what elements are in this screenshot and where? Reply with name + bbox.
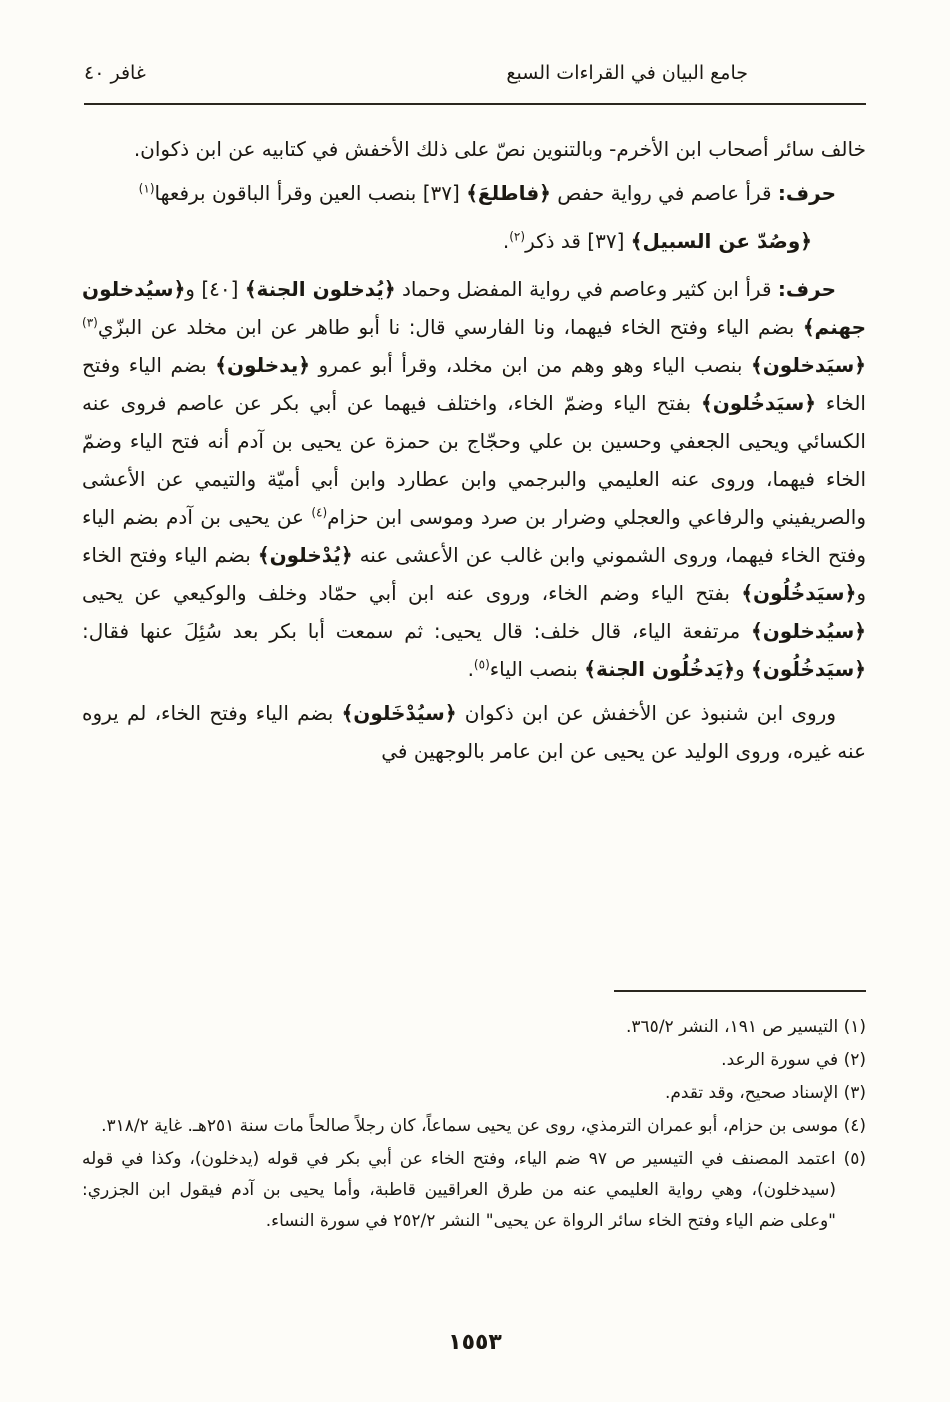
footnote-3: [82, 1078, 866, 1109]
footnote-number: (٢): [838, 1050, 866, 1070]
text-run: بفتح الياء وضمّ الخاء، واختلف فيهما عن أبي بكر عن عاصم فروى عنه الكسائي ويحيى الجعفي وحسين بن علي وحجّاج بن حمزة عن يحيى بن آدم أنه فتح الياء وضمّ الخاء فيهما، وروى عنه العليمي والبرجمي وابن عطارد وابن أبي أميّة والتيمي عن الأعشى والصريفيني والرفاعي والعجلي وضرار بن صرد وموسى ابن حزام: [82, 391, 866, 529]
footnotes: [82, 1012, 866, 1239]
paragraph-quote-line: [82, 222, 866, 260]
footnote-ref: (٣): [82, 315, 98, 330]
quran-quote: ﴿وصُدّ عن السبيل﴾: [630, 229, 812, 253]
footnote-number: (٥): [835, 1149, 866, 1169]
text-run: بضم الياء وفتح الخاء فيهما، ونا الفارسي قال: نا أبو طاهر عن ابن مخلد عن البزّي: [97, 315, 803, 339]
text-run: و: [734, 657, 751, 681]
footnote-text: في سورة الرعد.: [721, 1050, 839, 1070]
footnote-number: (٤): [838, 1116, 866, 1136]
text-run: [٣٧] قد ذكر: [525, 229, 631, 253]
running-title: جامع البيان في القراءات السبع: [506, 62, 748, 84]
footnote-ref: (٢): [509, 229, 526, 244]
page-number: ١٥٥٣: [448, 1330, 502, 1355]
footnote-text: التيسير ص ١٩١، النشر ٣٦٥/٢.: [626, 1017, 839, 1037]
text-run: قرأ ابن كثير وعاصم في رواية المفضل وحماد: [395, 277, 778, 301]
text-run: بنصب الياء وهو وهم من ابن مخلد، وقرأ أبو عمرو: [309, 353, 751, 377]
quran-quote: ﴿سيَدخُلون﴾: [701, 391, 817, 415]
quran-quote: ﴿فاطلعَ﴾: [466, 181, 551, 205]
text-run: بضم الياء وفتح الخاء: [82, 353, 866, 415]
quran-quote: ﴿يُدْخلون﴾: [257, 543, 353, 567]
quran-quote: ﴿سيُدْخَلون﴾: [341, 701, 457, 725]
header-rule: [84, 103, 866, 105]
footnote-number: (٣): [838, 1083, 866, 1103]
footnote-number: (١): [838, 1017, 866, 1037]
text-run: بنصب الياء: [489, 657, 585, 681]
quran-quote: ﴿سيُدخلون﴾: [750, 619, 866, 643]
footnote-text: موسى بن حزام، أبو عمران الترمذي، روى عن يحيى سماعاً، كان رجلاً صالحاً مات سنة ٢٥١هـ. غاية ٣١٨/٢.: [101, 1116, 839, 1136]
paragraph-harf-1: [82, 174, 866, 212]
paragraph-continuation: [82, 130, 866, 168]
footnote-separator: [614, 990, 866, 992]
text-run: بفتح الياء وضم الخاء، وروى عنه ابن أبي حمّاد وخلف والوكيعي عن يحيى: [82, 581, 742, 605]
footnote-1: [82, 1012, 866, 1043]
footnote-2: [82, 1045, 866, 1076]
text-run: [٤٠] و: [185, 277, 245, 301]
page-header: [84, 62, 866, 84]
quran-quote: ﴿يُدخلون الجنة﴾: [244, 277, 396, 301]
quran-quote: ﴿سيَدخُلُون﴾: [741, 581, 857, 605]
surah-reference: غافر ٤٠: [84, 62, 146, 84]
text-run: وروى ابن شنبوذ عن الأخفش عن ابن ذكوان: [456, 701, 837, 725]
footnote-ref: (١): [138, 181, 155, 196]
main-text: [82, 130, 866, 776]
quran-quote: ﴿سيُدخلون جهنم﴾: [82, 277, 866, 339]
quran-quote: ﴿سيَدخلون﴾: [750, 353, 866, 377]
footnote-text: الإسناد صحيح، وقد تقدم.: [664, 1083, 839, 1103]
text-run: عن يحيى بن آدم بضم الياء وفتح الخاء فيهما، وروى الشموني وابن غالب عن الأعشى عنه: [82, 505, 866, 567]
text-run: قرأ عاصم في رواية حفص: [550, 181, 778, 205]
footnote-4: [82, 1111, 866, 1142]
quran-quote: حرف:: [777, 181, 836, 205]
text-run: بضم الياء وفتح الخاء، لم يروه عنه غيره، وروى الوليد عن يحيى عن ابن عامر بالوجهين في: [82, 701, 866, 763]
text-run: مرتفعة الياء، قال خلف: قال يحيى: ثم سمعت أبا بكر بعد سُئِلَ عنها فقال:: [82, 619, 751, 643]
footnote-ref: (٤): [311, 505, 328, 520]
text-run: .: [467, 657, 474, 681]
text-run: [٣٧] بنصب العين وقرأ الباقون برفعها: [154, 181, 467, 205]
quran-quote: ﴿سيَدخُلُون﴾: [750, 657, 866, 681]
text-run: .: [502, 229, 510, 253]
paragraph-harf-2: [82, 270, 866, 688]
quran-quote: حرف:: [777, 277, 836, 301]
quran-quote: ﴿يدخلون﴾: [215, 353, 310, 377]
quran-quote: ﴿يَدخُلُون الجنة﴾: [584, 657, 735, 681]
text-run: خالف سائر أصحاب ابن الأخرم- وبالتنوين نصّ على ذلك الأخفش في كتابيه عن ابن ذكوان.: [133, 137, 866, 161]
text-run: بضم الياء وفتح الخاء و: [82, 543, 866, 605]
footnote-ref: (٥): [473, 657, 490, 672]
footnote-text: اعتمد المصنف في التيسير ص ٩٧ ضم الياء، وفتح الخاء عن أبي بكر في قوله (يدخلون)، وكذا في قوله (سيدخلون)، وهي رواية العليمي عنه من طرق العراقيين قاطبة، وأما يحيى بن آدم فيقول ابن الجزري: "وعلى ضم الياء وفتح الخاء سائر الرواة عن يحيى" النشر ٢٥٢/٢ في سورة النساء.: [82, 1149, 836, 1231]
footnote-5: [82, 1144, 866, 1237]
paragraph-ibn-shanabudh: [82, 694, 866, 770]
